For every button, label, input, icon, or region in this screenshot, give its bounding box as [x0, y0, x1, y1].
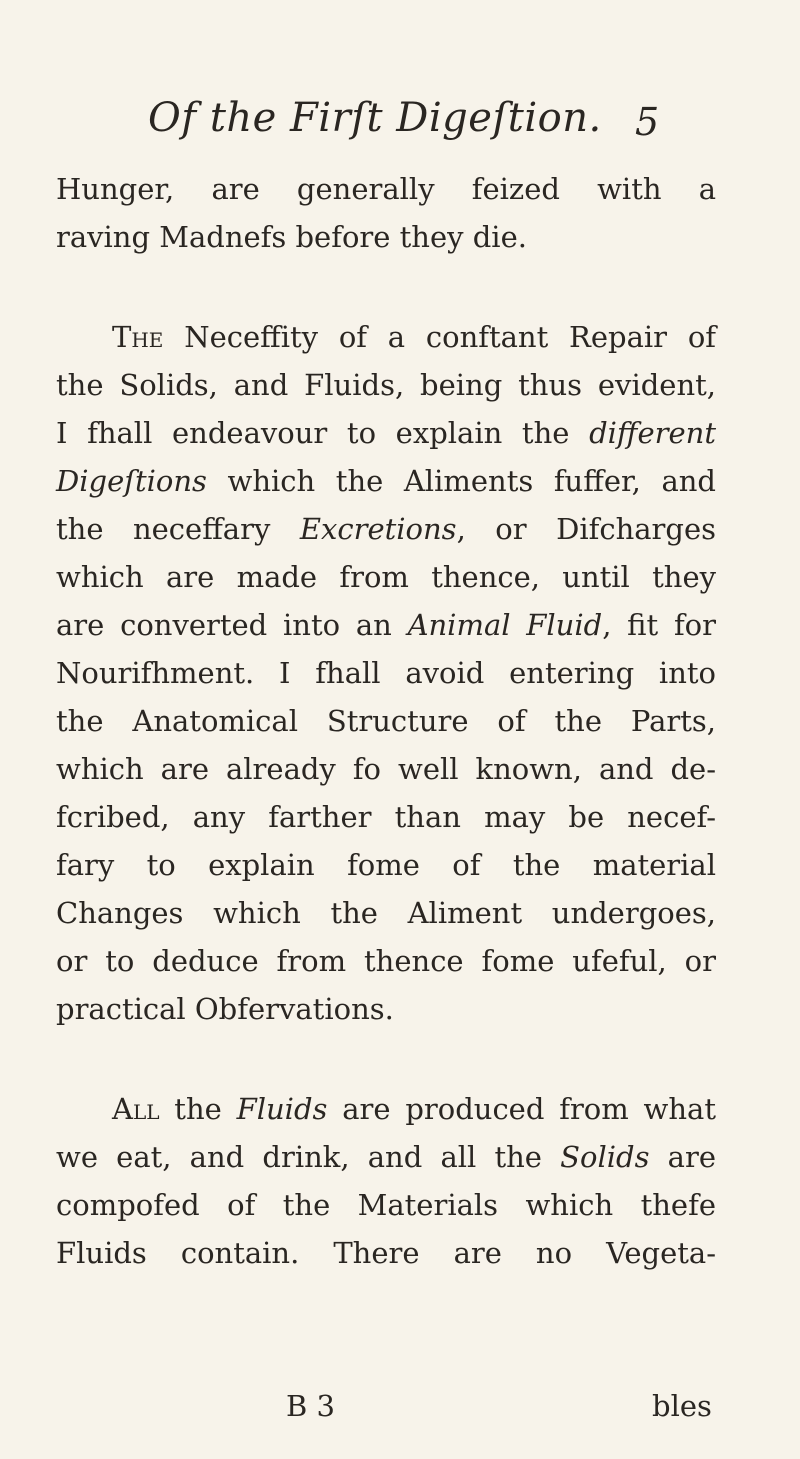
- text-line: the Solids, and Fluids, being thus evident,: [56, 368, 716, 402]
- body-text: [56, 165, 716, 1277]
- text-line: fary to explain fome of the material: [56, 848, 716, 882]
- text-line: raving Madnefs before they die.: [56, 220, 527, 254]
- text-line: compofed of the Materials which thefe: [56, 1188, 716, 1222]
- page-header: [0, 92, 800, 144]
- text-line: I fhall endeavour to explain the different: [56, 416, 716, 450]
- catchword: bles: [652, 1389, 712, 1423]
- paragraph-gap: [56, 1033, 716, 1085]
- text-line: which are already fo well known, and de-: [56, 752, 716, 786]
- text-line: are converted into an Animal Fluid, fit for: [56, 608, 716, 642]
- page-footer: [0, 1382, 800, 1430]
- small-caps-word: The: [112, 320, 164, 354]
- text-line: Digeſtions which the Aliments fuffer, and: [56, 464, 716, 498]
- running-title: Of the Firſt Digeſtion.: [148, 95, 602, 141]
- italic-word: Excretions: [299, 512, 457, 546]
- signature-mark: B 3: [286, 1389, 335, 1423]
- italic-word: Solids: [560, 1140, 650, 1174]
- text-line: or to deduce from thence fome ufeful, or: [56, 944, 716, 978]
- italic-word: different: [589, 416, 716, 450]
- text-line: which are made from thence, until they: [56, 560, 716, 594]
- text-line: Nourifhment. I fhall avoid entering into: [56, 656, 716, 690]
- text-line: Fluids contain. There are no Vegeta-: [56, 1236, 716, 1270]
- paragraph-gap: [56, 261, 716, 313]
- italic-word: Digeſtions: [56, 464, 207, 498]
- text-line: fcribed, any farther than may be necef-: [56, 800, 716, 834]
- page-number: 5: [635, 100, 660, 144]
- text-line: the neceffary Excretions, or Difcharges: [56, 512, 717, 546]
- text-line: Hunger, are generally feized with a: [56, 172, 716, 206]
- text-line: Changes which the Aliment undergoes,: [56, 896, 716, 930]
- text-line: practical Obfervations.: [56, 992, 394, 1026]
- small-caps-word: All: [112, 1092, 160, 1126]
- text-line: All the Fluids are produced from what: [112, 1092, 716, 1126]
- text-line: we eat, and drink, and all the Solids are: [56, 1140, 716, 1174]
- text-line: The Neceffity of a conftant Repair of: [112, 320, 717, 354]
- italic-word: Animal Fluid: [407, 608, 603, 642]
- text-line: the Anatomical Structure of the Parts,: [56, 704, 716, 738]
- italic-word: Fluids: [236, 1092, 328, 1126]
